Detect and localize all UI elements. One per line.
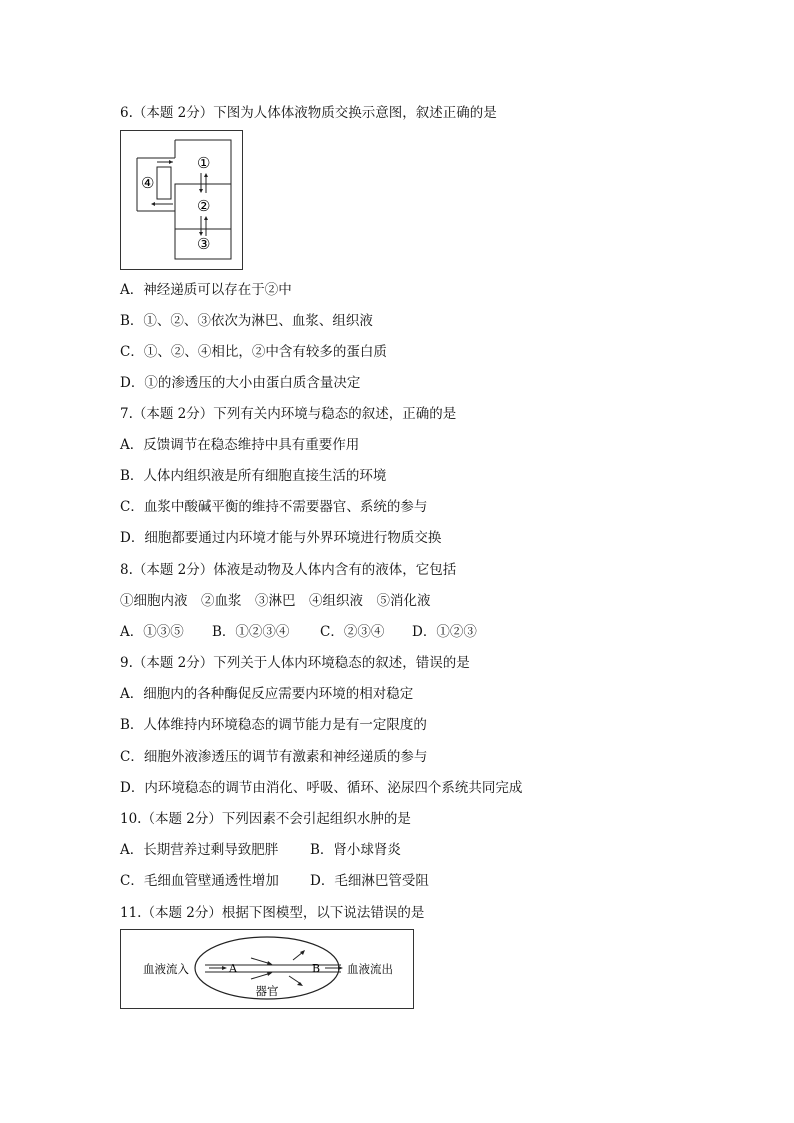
q6-figure (120, 130, 243, 270)
q10-options-row2 (120, 872, 429, 890)
q6-option-d: D．①的渗透压的大小由蛋白质含量决定 (120, 375, 361, 391)
q8-option-b: B．①②③④ (212, 624, 290, 640)
q9-option-b: B．人体维持内环境稳态的调节能力是有一定限度的 (120, 717, 427, 733)
q8-items: ①细胞内液 ②血浆 ③淋巴 ④组织液 ⑤消化液 (120, 593, 431, 609)
q7-option-a: A．反馈调节在稳态维持中具有重要作用 (120, 437, 360, 453)
q11-stem: 11.（本题 2分）根据下图模型，以下说法错误的是 (120, 905, 425, 921)
q10-stem: 10.（本题 2分）下列因素不会引起组织水肿的是 (120, 811, 411, 827)
q6-option-b: B．①、②、③依次为淋巴、血浆、组织液 (120, 313, 373, 329)
q7-option-c: C．血浆中酸碱平衡的维持不需要器官、系统的参与 (120, 499, 428, 515)
q7-option-d: D．细胞都要通过内环境才能与外界环境进行物质交换 (120, 530, 442, 546)
q8-option-d: D．①②③ (412, 624, 477, 640)
q10-option-d: D．毛细淋巴管受阻 (310, 873, 429, 889)
q6-option-c: C．①、②、④相比，②中含有较多的蛋白质 (120, 344, 387, 360)
label-3: ③ (197, 235, 211, 253)
label-1: ① (197, 154, 211, 172)
q8-stem: 8.（本题 2分）体液是动物及人体内含有的液体，它包括 (120, 562, 457, 578)
label-organ: 器官 (255, 984, 279, 998)
label-2: ② (197, 197, 211, 215)
q6-stem: 6.（本题 2分）下图为人体体液物质交换示意图，叙述正确的是 (120, 105, 497, 121)
q11-figure (120, 929, 414, 1009)
q9-option-d: D．内环境稳态的调节由消化、呼吸、循环、泌尿四个系统共同完成 (120, 780, 523, 796)
q10-option-c: C．毛细血管壁通透性增加 (120, 873, 279, 889)
fluid-exchange-diagram (121, 131, 242, 269)
q10-option-b: B．肾小球肾炎 (310, 842, 401, 858)
q6-option-a: A．神经递质可以存在于②中 (120, 282, 292, 298)
label-blood-in: 血液流入 (143, 962, 189, 976)
organ-blood-flow-diagram (121, 930, 413, 1008)
q10-option-a: A．长期营养过剩导致肥胖 (120, 842, 279, 858)
label-4: ④ (141, 174, 155, 192)
label-b: B (312, 962, 321, 975)
q9-stem: 9.（本题 2分）下列关于人体内环境稳态的叙述，错误的是 (120, 655, 470, 671)
q8-options (120, 623, 477, 641)
q7-stem: 7.（本题 2分）下列有关内环境与稳态的叙述，正确的是 (120, 406, 457, 422)
q10-options-row1 (120, 841, 401, 859)
label-blood-out: 血液流出 (347, 962, 393, 976)
q8-option-c: C．②③④ (320, 624, 385, 640)
q9-option-c: C．细胞外液渗透压的调节有激素和神经递质的参与 (120, 749, 428, 765)
q8-option-a: A．①③⑤ (120, 624, 184, 640)
label-a: A (229, 962, 237, 975)
q7-option-b: B．人体内组织液是所有细胞直接生活的环境 (120, 468, 387, 484)
q9-option-a: A．细胞内的各种酶促反应需要内环境的相对稳定 (120, 686, 414, 702)
